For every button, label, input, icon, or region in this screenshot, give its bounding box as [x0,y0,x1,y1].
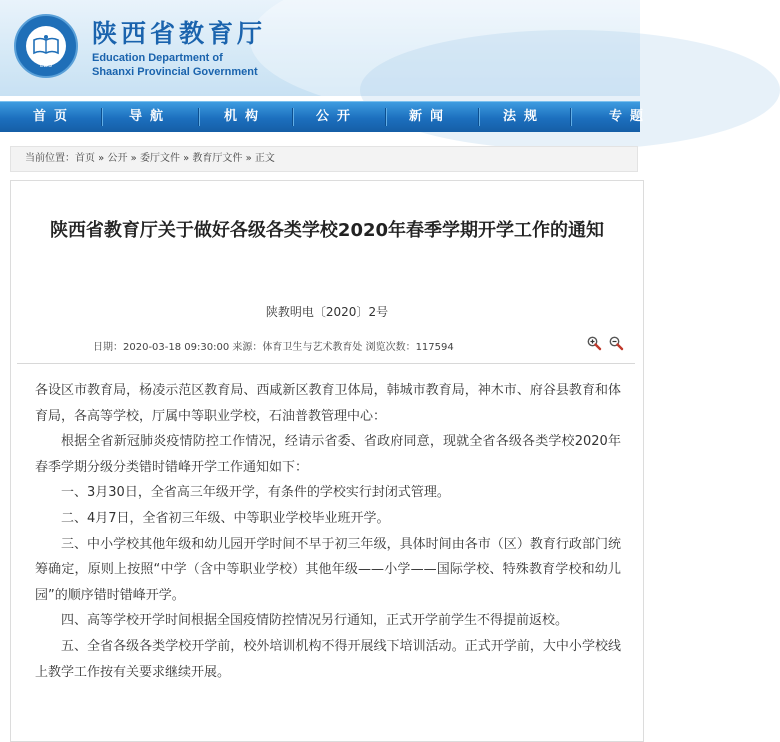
site-logo[interactable] [14,14,78,78]
breadcrumb-path[interactable]: 首页 » 公开 » 委厅文件 » 教育厅文件 » 正文 [75,153,275,164]
paragraph: 二、4月7日，全省初三年级、中等职业学校毕业班开学。 [61,510,390,526]
paragraph: 一、3月30日，全省高三年级开学，有条件的学校实行封闭式管理。 [61,485,450,501]
zoom-in-icon[interactable] [587,336,601,350]
site-name-en-line1: Education Department of [92,52,223,64]
paragraph: 五、全省各级各类学校开学前，校外培训机构不得开展线下培训活动。正式开学前，大中小学校线上教学工作按有关要求继续开展。 [35,638,621,680]
main-nav [0,101,651,132]
header-decoration-2 [360,30,780,150]
logo-text: EDS [39,62,53,69]
nav-item-topics[interactable]: 专题 [608,109,651,124]
nav-item-public[interactable]: 公开 [315,109,358,124]
paragraph: 根据全省新冠肺炎疫情防控工作情况，经请示省委、省政府同意，现就全省各级各类学校2020年春季学期分级分类错时错峰开学工作通知如下： [35,434,621,475]
nav-divider [292,108,294,126]
article-container [10,180,644,742]
paragraph: 四、高等学校开学时间根据全国疫情防控情况另行通知，正式开学前学生不得提前返校。 [61,613,569,629]
site-name-en-line2: Shaanxi Provincial Government [92,66,258,78]
nav-item-institutions[interactable]: 机构 [223,109,266,124]
breadcrumb [10,146,638,172]
nav-divider [478,108,480,126]
divider [17,363,635,364]
nav-divider [385,108,387,126]
site-name-cn[interactable]: 陕西省教育厅 [92,19,267,48]
breadcrumb-prefix: 当前位置： [25,153,75,164]
site-header [0,0,640,96]
logo-emblem [26,26,66,66]
nav-item-home[interactable]: 首页 [32,109,75,124]
paragraph-addressees: 各设区市教育局，杨凌示范区教育局、西咸新区教育卫体局，韩城市教育局，神木市、府谷县教育和体育局，各高等学校，厅属中等职业学校，石油普教管理中心： [35,383,621,424]
article-meta: 日期：2020-03-18 09:30:00 来源：体育卫生与艺术教育处 浏览次数：117594 [93,342,454,353]
article-title: 陕西省教育厅关于做好各级各类学校2020年春季学期开学工作的通知 [49,220,605,241]
nav-divider [198,108,200,126]
document-number: 陕教明电〔2020〕2号 [265,305,389,319]
nav-item-guide[interactable]: 导航 [128,109,171,124]
paragraph: 三、中小学校其他年级和幼儿园开学时间不早于初三年级，具体时间由各市（区）教育行政部门统筹确定，原则上按照“中学（含中等职业学校）其他年级——小学——国际学校、特殊教育学校和幼儿园”的顺序错时错峰开学。 [35,536,621,603]
nav-item-news[interactable]: 新闻 [408,109,451,124]
nav-item-regulations[interactable]: 法规 [502,109,545,124]
zoom-out-icon[interactable] [609,336,623,350]
nav-divider [570,108,572,126]
article-body [35,378,621,685]
nav-divider [101,108,103,126]
book-icon [32,34,60,56]
